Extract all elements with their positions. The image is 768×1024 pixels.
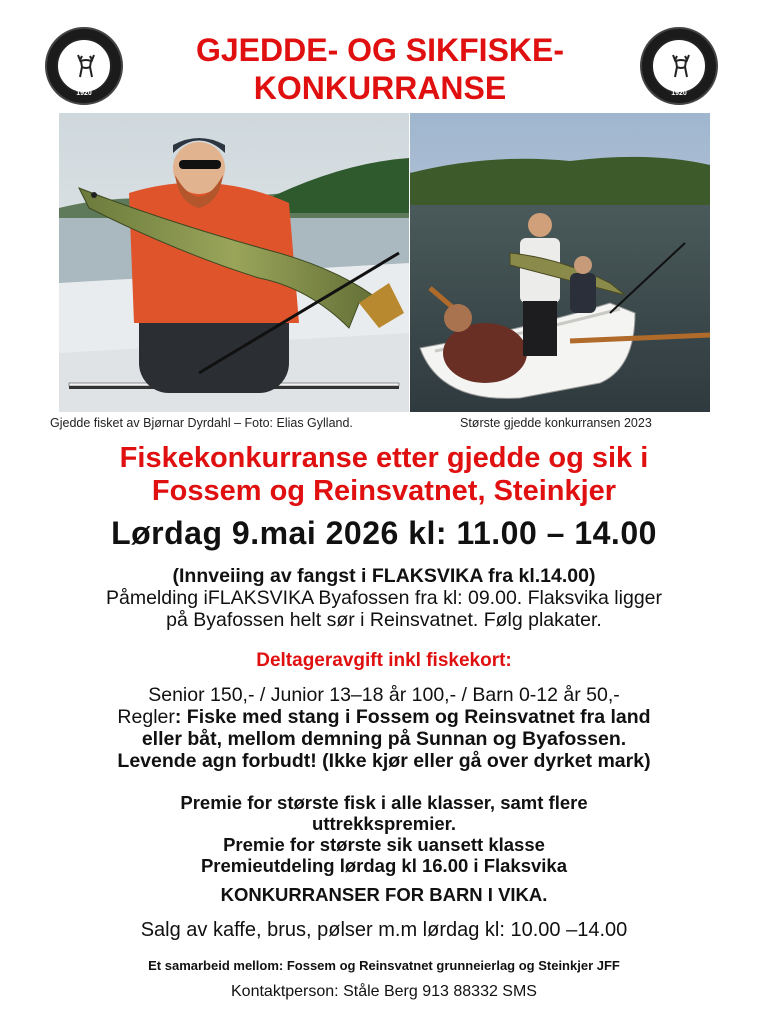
club-logo-left-icon [45,27,123,105]
prices-and-rules [20,684,748,772]
prizes-line-2: uttrekkspremier. [312,813,456,834]
deer-icon [667,53,695,79]
registration-line-1: Påmelding iFLAKSVIKA Byafossen fra kl: 09.00. Flaksvika ligger [105,587,663,609]
title-line-2: KONKURRANSE [253,70,507,106]
rules-label: Regler [117,706,175,728]
registration-info [20,565,748,631]
caption-right: Største gjedde konkurransen 2023 [460,416,652,430]
kids-competitions: KONKURRANSER FOR BARN I VIKA. [220,884,548,905]
poster-title [130,31,630,107]
photo-pike-catch [59,113,409,412]
event-heading-line-1: Fiskekonkurranse etter gjedde og sik i [119,442,649,474]
prizes-info [20,792,748,876]
rules-text-1: : Fiske med stang i Fossem og Reinsvatnet fra land [174,706,651,728]
photo-biggest-pike-2023 [410,113,710,412]
prizes-line-4: Premieutdeling lørdag kl 16.00 i Flaksvika [200,855,568,876]
caption-left: Gjedde fisket av Bjørnar Dyrdahl – Foto: Elias Gylland. [50,416,353,430]
event-heading [20,442,748,508]
logo-year: 1920 [671,90,687,97]
prizes-line-1: Premie for største fisk i alle klasser, samt flere [180,792,588,813]
cooperation-note: Et samarbeid mellom: Fossem og Reinsvatnet grunneierlag og Steinkjer JFF [148,958,620,973]
contact-person: Kontaktperson: Ståle Berg 913 88332 SMS [231,983,537,1000]
fee-heading: Deltageravgift inkl fiskekort: [256,650,512,671]
deer-icon [72,53,100,79]
weigh-in-text: (Innveiing av fangst i FLAKSVIKA fra kl.14.00) [172,565,596,587]
food-sale: Salg av kaffe, brus, pølser m.m lørdag kl: 10.00 –14.00 [140,919,628,941]
rules-line-3: Levende agn forbudt! (Ikke kjør eller gå over dyrket mark) [117,750,651,772]
event-heading-line-2: Fossem og Reinsvatnet, Steinkjer [151,475,617,507]
rules-line-1 [20,706,748,728]
title-line-1: GJEDDE- OG SIKFISKE- [195,32,565,68]
club-logo-right-icon [640,27,718,105]
prizes-line-3: Premie for største sik uansett klasse [223,834,545,855]
event-date: Lørdag 9.mai 2026 kl: 11.00 – 14.00 [111,515,657,551]
registration-line-2: på Byafossen helt sør i Reinsvatnet. Følg plakater. [166,609,602,631]
logo-year: 1920 [76,90,92,97]
rules-line-2: eller båt, mellom demning på Sunnan og Byafossen. [141,728,627,750]
prices-text: Senior 150,- / Junior 13–18 år 100,- / Barn 0-12 år 50,- [148,684,620,706]
